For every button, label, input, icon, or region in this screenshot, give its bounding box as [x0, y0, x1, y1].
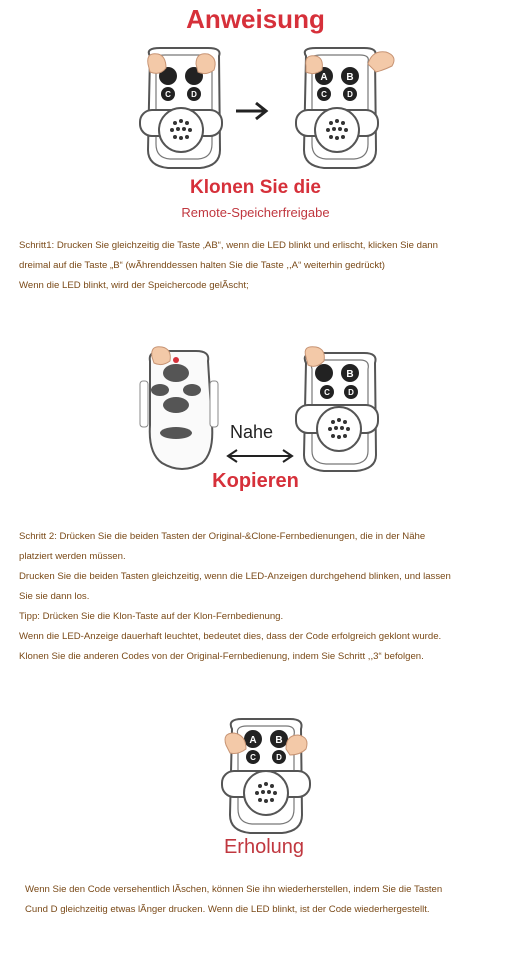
step1-line: dreimal auf die Taste „B“ (wÃhrenddessen halten Sie die Taste ,,A“ weiterhin gedrückt) [19, 260, 385, 271]
step1-subtitle: Remote-Speicherfreigabe [181, 205, 330, 220]
step1-title: Klonen Sie die [190, 177, 321, 198]
finger-icon [306, 56, 323, 74]
original-remote-icon [140, 347, 218, 469]
button-b-label: B [346, 72, 354, 83]
step3-title: Erholung [223, 836, 305, 858]
step1-instructions [19, 236, 504, 296]
finger-icon [286, 735, 307, 755]
button-c-label: C [324, 388, 330, 397]
step3-instructions [25, 880, 505, 920]
step2-title: Kopieren [212, 470, 299, 492]
step2-instructions [19, 527, 504, 667]
step2-line: Drucken Sie die beiden Tasten gleichzeitig, wenn die LED-Anzeigen durchgehend blinken, und lassen [19, 571, 451, 582]
button-d-label: D [191, 90, 197, 99]
step2-line: platziert werden müssen. [19, 551, 126, 562]
remote-left-icon [140, 48, 222, 168]
double-arrow-icon [228, 450, 292, 462]
button-c-label: C [321, 90, 327, 99]
button-d-label: D [348, 388, 354, 397]
button-a-label: A [320, 72, 328, 83]
button-b-label: B [275, 735, 283, 746]
step3-line: Cund D gleichzeitig etwas lÃnger drucken. Wenn die LED blinkt, ist der Code wiederhergestellt. [25, 904, 430, 915]
step2-line: Klonen Sie die anderen Codes von der Original-Fernbedienung, indem Sie Schritt ,,3“ befolgen. [19, 651, 424, 662]
step3-line: Wenn Sie den Code versehentlich lÃschen, können Sie ihn wiederherstellen, indem Sie die Tasten [25, 884, 443, 895]
step2-line: Sie sie dann los. [19, 591, 90, 602]
page-title: Anweisung [186, 4, 325, 34]
finger-icon [196, 54, 215, 74]
step1-line: Wenn die LED blinkt, wird der Speichercode gelÃscht; [19, 280, 249, 291]
step2-line: Wenn die LED-Anzeige dauerhaft leuchtet, bedeutet dies, dass der Code erfolgreich geklont wurde. [19, 631, 442, 642]
step2-line: Tipp: Drücken Sie die Klon-Taste auf der Klon-Fernbedienung. [19, 611, 284, 622]
button-d-label: D [276, 753, 282, 762]
step2-line: Schritt 2: Drücken Sie die beiden Tasten der Original-&Clone-Fernbedienungen, die in der Nähe [19, 531, 426, 542]
finger-icon [152, 347, 171, 365]
step1-line: Schritt1: Drucken Sie gleichzeitig die Taste ‚AB“, wenn die LED blinkt und erlischt, klicken Sie dann [19, 240, 438, 251]
led-icon [173, 357, 179, 363]
finger-icon [148, 54, 166, 74]
finger-icon [305, 347, 324, 367]
button-b-label: B [346, 369, 354, 380]
button-d-label: D [347, 90, 353, 99]
remote-right-icon [296, 48, 394, 168]
clone-remote-icon [296, 347, 378, 471]
remote-recovery-icon [222, 719, 310, 833]
step3-illustration [0, 715, 511, 840]
button-a-label: A [249, 735, 257, 746]
step2-illustration [0, 345, 511, 485]
distance-label: Nahe [230, 422, 274, 442]
button-c-label: C [250, 753, 256, 762]
arrow-right-icon [236, 103, 266, 119]
button-c-label: C [165, 90, 171, 99]
